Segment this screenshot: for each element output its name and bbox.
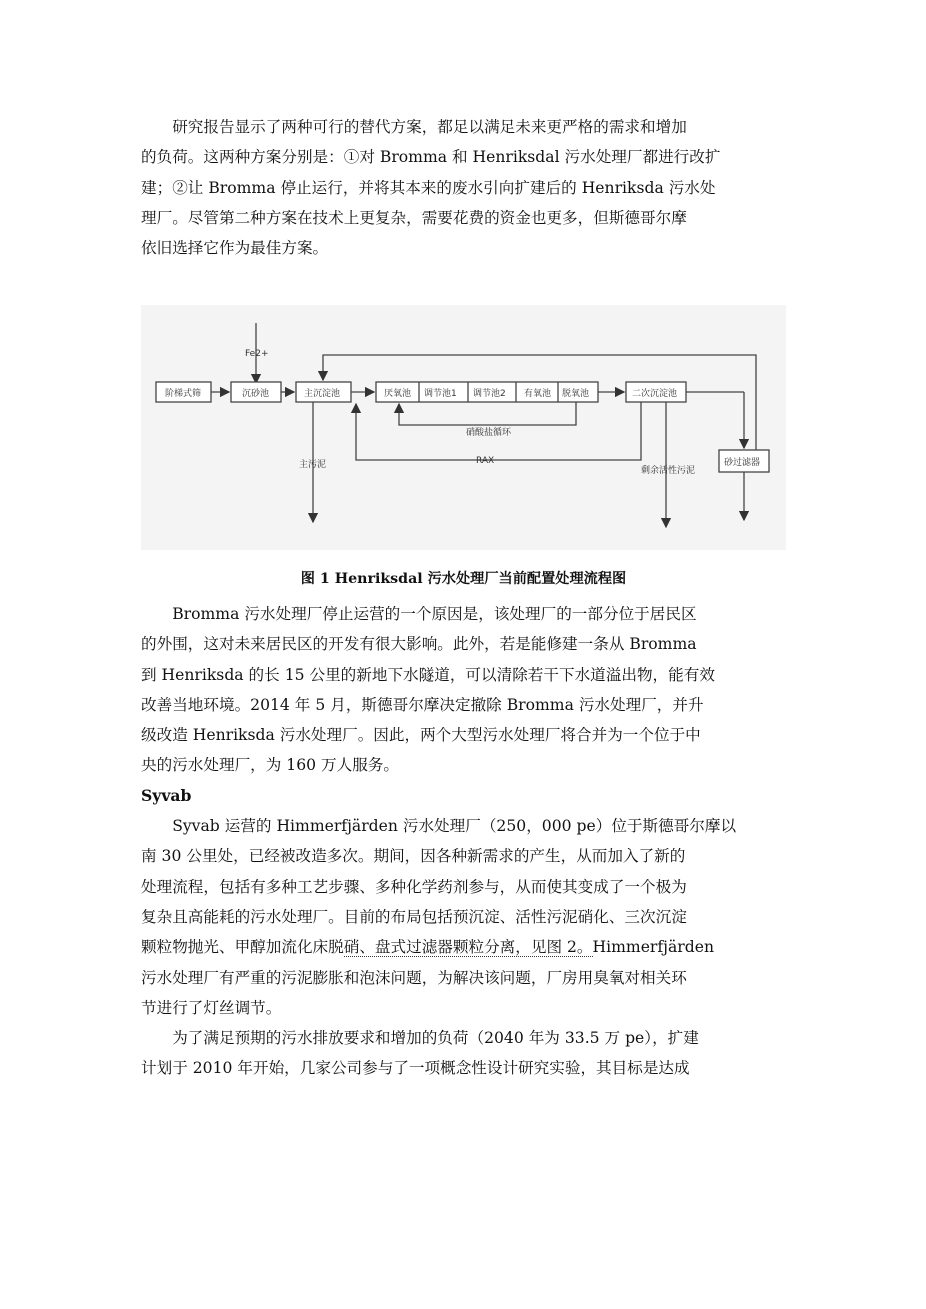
main-sludge-label: 主污泥 xyxy=(299,460,327,470)
grit-label: 沉砂池 xyxy=(242,389,270,399)
excess-sludge-label: 剩余活性污泥 xyxy=(641,466,696,476)
process-flow-diagram xyxy=(141,305,786,550)
adjust1-label: 调节池1 xyxy=(424,389,457,399)
figure-caption: 图 1 Henriksdal 污水处理厂当前配置处理流程图 xyxy=(300,571,627,587)
aerobic-label: 有氧池 xyxy=(524,389,552,399)
paragraph-1: 研究报告显示了两种可行的替代方案，都足以满足未来更严格的需求和增加 的负荷。这两种方案分别是：①对 Bromma 和 Henriksdal 污水处理厂都进行改扩 建；②让 Bromma 停止运行，并将其本来的废水引向扩建后的 Henriksda 污水处 理厂。尽管第二种方案在技术上更复杂，需要花费的资金也更多，但斯德哥尔摩 依旧选择它作为最佳方案。 xyxy=(141,118,721,258)
sand-filter-label: 砂过滤器 xyxy=(724,458,761,468)
paragraph-2: Bromma 污水处理厂停止运营的一个原因是，该处理厂的一部分位于居民区 的外围，这对未来居民区的开发有很大影响。此外，若是能修建一条从 Bromma 到 Henriksda 的长 15 公里的新地下水隧道，可以清除若干下水道溢出物，能有效 改善当地环境。2014 年 5 月，斯德哥尔摩决定撤除 Bromma 污水处理厂，并升 级改造 Henriksda 污水处理厂。因此，两个大型污水处理厂将合并为一个位于中 央的污水处理厂，为 160 万人服务。 xyxy=(141,605,715,775)
fe-label: Fe2+ xyxy=(245,349,269,359)
top-text xyxy=(141,112,786,263)
paragraph-3: Syvab 运营的 Himmerfjärden 污水处理厂（250，000 pe）位于斯德哥尔摩以 南 30 公里处，已经被改造多次。期间，因各种新需求的产生，从而加入了新的 处理流程，包括有多种工艺步骤、多种化学药剂参与，从而使其变成了一个极为 复杂且高能耗的污水处理厂。目前的布局包括预沉淀、活性污泥硝化、三次沉淀 颗粒物抛光、甲醇加流化床脱硝、盘式过滤器颗粒分离，见图 2。Himmerfjärden 污水处理厂有严重的污泥膨胀和泡沫问题，为解决该问题，厂房用臭氧对相关环 节进行了灯丝调节。 xyxy=(141,817,737,1017)
anaerobic-label: 厌氧池 xyxy=(384,389,412,399)
deox-label: 脱氧池 xyxy=(562,389,590,399)
rax-label: RAX xyxy=(476,456,495,466)
lower-text xyxy=(141,599,786,1084)
step-screen-label: 阶梯式筛 xyxy=(165,389,202,399)
cross-reference: 硝、盘式过滤器颗粒分离，见图 2。 xyxy=(343,938,593,957)
paragraph-4: 为了满足预期的污水排放要求和增加的负荷（2040 年为 33.5 万 pe），扩建 计划于 2010 年开始，几家公司参与了一项概念性设计研究实验，其目标是达成 xyxy=(141,1029,699,1078)
nitrate-loop-label: 硝酸盐循环 xyxy=(466,428,512,438)
section-heading-syvab: Syvab xyxy=(141,785,192,805)
primary-label: 主沉淀池 xyxy=(304,389,341,399)
secondary-label: 二次沉淀池 xyxy=(632,389,678,399)
adjust2-label: 调节池2 xyxy=(473,389,506,399)
